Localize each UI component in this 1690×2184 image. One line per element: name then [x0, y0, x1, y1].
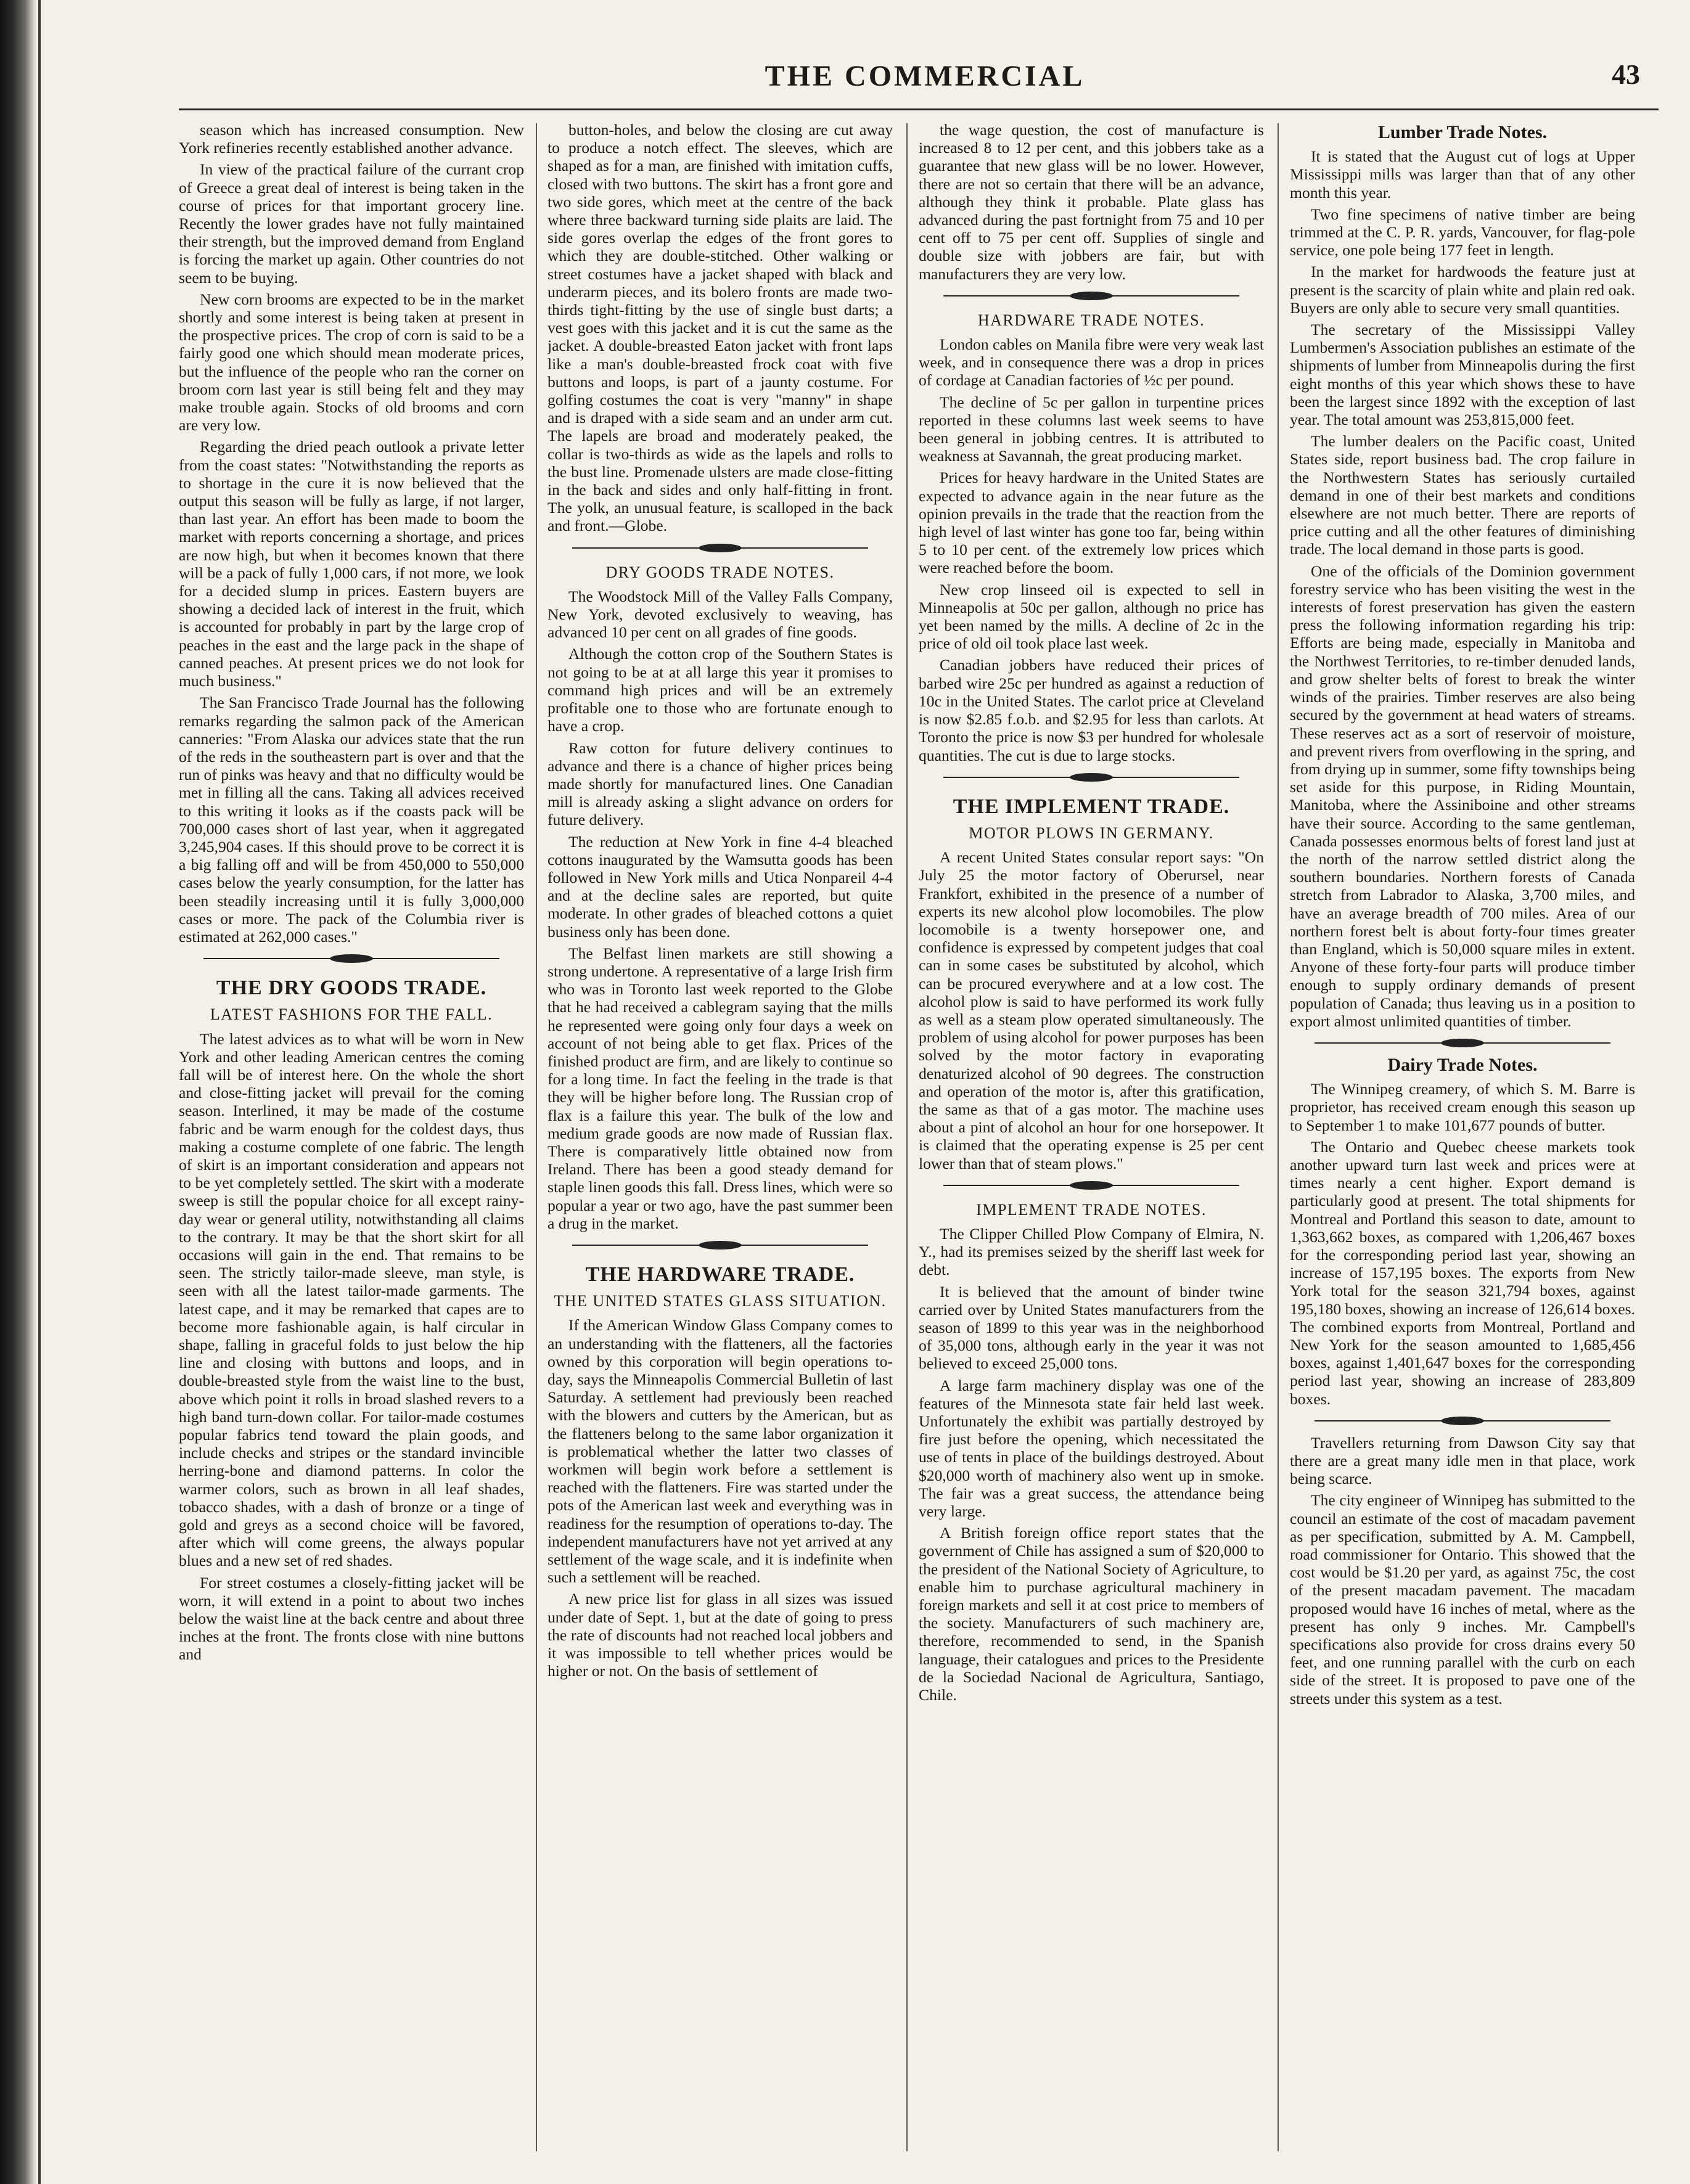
- section-heading: THE UNITED STATES GLASS SITUATION.: [554, 1292, 887, 1311]
- article-paragraph: The latest advices as to what will be worn in New York and other leading American centres the coming fall will be of interest here. On the whole the short and close-fitting jacket will prevail for the coming season. Interlined, it may be made of the costume fabric and be warm enough for the coldest days, thus making a costume complete of one fabric. The length of skirt is an important consideration and appears not to be yet completely settled. The skirt with a moderate sweep is still the popular choice for all except rainy-day wear or general utility, notwithstanding all claims to the contrary. It may be that the short skirt for all occasions will gain in the end. That remains to be seen. The strictly tailor-made sleeve, man style, is seen with all the latest tailor-made garments. The latest cape, and it may be remarked that capes are to become more fashionable again, is half circular in shape, falling in graceful folds to just below the hip line and closing with buttons and loops, and in double-breasted style from the waist line to the bust, above which point it rolls in broad slashed revers to a high band turn-down collar. For tailor-made costumes popular fabrics tend toward the plain goods, and include checks and stripes or the standard invincible herring-bone and diamond patterns. In color the warmer colors, such as brown in all leaf shades, tobacco shades, with a dash of bronze or a tinge of gold and greys as a second choice will be favored, after which will come greens, the always popular blues and a new set of red shades.: [179, 1029, 524, 1570]
- ornamental-divider: [1315, 1414, 1610, 1428]
- column-2: [548, 121, 893, 2155]
- ornamental-divider: [943, 1179, 1239, 1192]
- column-1: [179, 121, 524, 2155]
- section-heading: Dairy Trade Notes.: [1387, 1054, 1538, 1075]
- section-heading: Lumber Trade Notes.: [1377, 122, 1548, 142]
- section-heading: MOTOR PLOWS IN GERMANY.: [969, 824, 1214, 842]
- ornamental-divider: [943, 289, 1239, 303]
- ornamental-divider: [943, 771, 1239, 784]
- ornamental-divider: [203, 952, 499, 965]
- publication-title: THE COMMERCIAL: [765, 60, 1085, 92]
- article-paragraph: Prices for heavy hardware in the United States are expected to advance again in the near future as the opinion prevails in the trade that the reaction from the high level of last winter has gone too far, being within 5 to 10 per cent. of the extremely low prices which were reached before the boom.: [919, 468, 1264, 577]
- section-heading: THE DRY GOODS TRADE.: [216, 976, 487, 1000]
- article-paragraph: The city engineer of Winnipeg has submitted to the council an estimate of the cost of macadam pavement as per specification, submitted by A. M. Campbell, road commissioner for Ontario. This showed that the cost would be $1.20 per yard, as against 75c, the cost of the present macadam pavement. The macadam proposed would have 16 inches of metal, where as the present has only 9 inches. Mr. Campbell's specifications also provide for cross drains every 50 feet, and one running parallel with the curb on each side of the street. It is proposed to pave one of the streets under this system as a test.: [1290, 1491, 1635, 1708]
- article-paragraph: The secretary of the Mississippi Valley Lumbermen's Association publishes an estimate of the shipments of lumber from Minneapolis during the first eight months of this year which shows these to have been the largest since 1892 with the exception of last year. The total amount was 253,815,000 feet.: [1290, 321, 1635, 429]
- article-paragraph: Travellers returning from Dawson City say that there are a great many idle men in that place, work being scarce.: [1290, 1433, 1635, 1488]
- article-paragraph: season which has increased consumption. New York refineries recently established another advance.: [179, 121, 524, 157]
- section-heading: THE IMPLEMENT TRADE.: [953, 795, 1230, 818]
- section-heading: LATEST FASHIONS FOR THE FALL.: [210, 1005, 493, 1024]
- article-paragraph: The reduction at New York in fine 4-4 bleached cottons inaugurated by the Wamsutta goods has been followed in New York mills and Utica Nonpareil 4-4 and at the decline sales are reported, but quite moderate. In other grades of bleached cottons a quiet business only has been done.: [548, 832, 893, 941]
- column-rule: [906, 123, 908, 2151]
- article-paragraph: The Belfast linen markets are still showing a strong undertone. A representative of a large Irish firm who was in Toronto last week reported to the Globe that he had received a cablegram saying that the mills he represented were going only four days a week on account of not being able to get flax. Prices of the finished product are firm, and are likely to continue so for a long time. In fact the feeling in the trade is that they will be higher before long. The Russian crop of flax is a failure this year. The bulk of the low and medium grade goods are now made of Russian flax. There is comparatively little obtained now from Ireland. There has been a good steady demand for staple linen goods this fall. Dress lines, which were so popular a year or two ago, have the past summer been a drug in the market.: [548, 944, 893, 1232]
- article-paragraph: It is believed that the amount of binder twine carried over by United States manufacturers from the season of 1899 to this year was in the neighborhood of 35,000 tons, although early in the year it was not believed to exceed 25,000 tons.: [919, 1282, 1264, 1373]
- article-paragraph: If the American Window Glass Company comes to an understanding with the flatteners, all the factories owned by this corporation will begin operations to-day, says the Minneapolis Commercial Bulletin of last Saturday. A settlement had previously been reached with the blowers and cutters by the American, but as the flatteners belong to the same labor organization it is problematical whether the latter two classes of workmen will begin work before a settlement is reached with the flatteners. Fire was started under the pots of the American last week and everything was in readiness for the resumption of operations to-day. The independent manufacturers have not yet arrived at any settlement of the wage scale, and it is indefinite when such a settlement will be reached.: [548, 1316, 893, 1587]
- column-4: [1290, 121, 1635, 2155]
- column-rule: [1278, 123, 1279, 2151]
- header-rule: [179, 108, 1659, 110]
- section-heading: IMPLEMENT TRADE NOTES.: [976, 1200, 1207, 1219]
- article-paragraph: A British foreign office report states that the government of Chile has assigned a sum of $20,000 to the president of the National Society of Agriculture, to enable him to purchase agricultural machinery in foreign markets and sell it at cost price to members of the society. Manufacturers of such machinery are, therefore, recommended to send, in the Spanish language, their catalogues and prices to the Presidente de la Sociedad Nacional de Agricultura, Santiago, Chile.: [919, 1524, 1264, 1704]
- article-paragraph: A recent United States consular report says: "On July 25 the motor factory of Oberursel, near Frankfort, exhibited in the presence of a number of experts its new alcohol plow locomobiles. The plow locomobile is a twenty horsepower one, and confidence is expressed by competent judges that coal can in some cases be substituted by alcohol, which can be procured everywhere and at a low cost. The alcohol plow is said to have performed its work fully as well as a steam plow operated simultaneously. The problem of using alcohol for power purposes has been solved by the motor factory in evaporating denaturized alcohol of 90 degrees. The construction and operation of the motor is, after this gratification, the same as that of a gas motor. The machine uses about a pint of alcohol an hour for one horsepower. It is claimed that the operating expense is 25 per cent lower than that of steam plows.": [919, 848, 1264, 1172]
- article-paragraph: Two fine specimens of native timber are being trimmed at the C. P. R. yards, Vancouver, for flag-pole service, one pole being 177 feet in length.: [1290, 205, 1635, 260]
- article-paragraph: A new price list for glass in all sizes was issued under date of Sept. 1, but at the date of going to press the rate of discounts had not reached local jobbers and it was impossible to tell whether prices would be higher or not. On the basis of settlement of: [548, 1590, 893, 1680]
- article-paragraph: A large farm machinery display was one of the features of the Minnesota state fair held last week. Unfortunately the exhibit was partially destroyed by fire just before the opening, which necessitated the use of tents in place of the buildings destroyed. About $20,000 worth of machinery also went up in smoke. The fair was a great success, the attendance being very large.: [919, 1376, 1264, 1521]
- masthead: [185, 53, 1665, 108]
- article-paragraph: The lumber dealers on the Pacific coast, United States side, report business bad. The crop failure in the Northwestern States has seriously curtailed demand in one of their best markets and conditions elsewhere are not much better. There are reports of price cutting and all the other features of diminishing trade. The local demand in those parts is good.: [1290, 432, 1635, 558]
- article-paragraph: The San Francisco Trade Journal has the following remarks regarding the salmon pack of the American canneries: "From Alaska our advices state that the run of the reds in the southeastern part is over and that the run of pinks was heavy and that no difficulty would be met in filling all the cans. Taking all advices received to this writing it looks as if the coasts pack will be 700,000 cases short of last year, when it aggregated 3,245,904 cases. If this should prove to be correct it is a big falling off and will be from 450,000 to 550,000 cases below the yearly consumption, for the latter has been steadily increasing until it is fully 3,000,000 cases or more. The pack of the Columbia river is estimated at 262,000 cases.": [179, 693, 524, 946]
- column-3: [919, 121, 1264, 2155]
- article-paragraph: New corn brooms are expected to be in the market shortly and some interest is being taken at present in the prospective prices. The crop of corn is said to be a fairly good one which should mean moderate prices, but the influence of the people who ran the corner on broom corn last year is still being felt and they may make trouble again. Stocks of old brooms and corn are very low.: [179, 290, 524, 435]
- article-paragraph: London cables on Manila fibre were very weak last week, and in consequence there was a drop in prices of cordage at Canadian factories of ½c per pound.: [919, 335, 1264, 390]
- article-paragraph: For street costumes a closely-fitting jacket will be worn, it will extend in a point to about two inches below the waist line at the back centre and about three inches at the front. The fronts close with nine buttons and: [179, 1573, 524, 1664]
- article-paragraph: Raw cotton for future delivery continues to advance and there is a chance of higher prices being made shortly for manufactured lines. One Canadian mill is already asking a slight advance on orders for future delivery.: [548, 738, 893, 829]
- page-number: 43: [1612, 59, 1640, 90]
- article-paragraph: button-holes, and below the closing are cut away to produce a notch effect. The sleeves, which are shaped as for a man, are finished with imitation cuffs, closed with two buttons. The skirt has a front gore and two side gores, which meet at the centre of the back where three backward turning side plaits are laid. The side gores overlap the edges of the front gores to which they are double-stitched. Other walking or street costumes have a jacket shaped with black and underarm pieces, and its bolero fronts are made two-thirds tight-fitting by the use of single bust darts; a vest goes with this jacket and it is cut the same as the jacket. A double-breasted Eaton jacket with front laps like a man's double-breasted frock coat with five buttons and loops, is part of a jaunty costume. For golfing costumes the coat is very "manny" in shape and is draped with a side seam and an under arm cut. The lapels are broad and moderately peaked, the collar is two-thirds as wide as the lapels and rolls to the bust line. Promenade ulsters are made close-fitting in the back and sides and only half-fitting in front. The yolk, an unusual feature, is scalloped in the back and front.—Globe.: [548, 121, 893, 535]
- article-paragraph: The Winnipeg creamery, of which S. M. Barre is proprietor, has received cream enough this season up to September 1 to make 101,677 pounds of butter.: [1290, 1080, 1635, 1134]
- article-paragraph: In view of the practical failure of the currant crop of Greece a great deal of interest is being taken in the course of prices for that important grocery line. Recently the lower grades have not fully maintained their strength, but the improved demand from England is forcing the market up again. Other countries do not seem to be buying.: [179, 160, 524, 287]
- article-paragraph: The Woodstock Mill of the Valley Falls Company, New York, devoted exclusively to weaving, has advanced 10 per cent on all grades of fine goods.: [548, 587, 893, 642]
- ornamental-divider: [572, 541, 868, 555]
- article-paragraph: Canadian jobbers have reduced their prices of barbed wire 25c per hundred as against a reduction of 10c in the United States. The carlot price at Cleveland is now $2.85 f.o.b. and $2.95 for less than carlots. At Toronto the price is now $3 per hundred for wholesale quantities. The cut is due to large stocks.: [919, 656, 1264, 764]
- article-paragraph: Regarding the dried peach outlook a private letter from the coast states: "Notwithstanding the reports as to shortage in the cure it is now believed that the output this season will be fully as large, if not larger, than last year. An effort has been made to boom the market with reports concerning a shortage, and prices are now high, but when it becomes known that there will be a pack of fully 1,000 cars, if not more, we look for a decided slump in prices. Eastern buyers are showing a decided lack of interest in the fruit, which is accounted for probably in part by the large crop of peaches in the east and the large pack in the shape of canned peaches. At present prices we do not look for much business.": [179, 438, 524, 690]
- ornamental-divider: [1315, 1036, 1610, 1050]
- section-heading: DRY GOODS TRADE NOTES.: [605, 563, 835, 581]
- article-paragraph: the wage question, the cost of manufacture is increased 8 to 12 per cent, and this jobbers take as a guarantee that new glass will be no lower. However, there are not so certain that there will be an advance, although they think it probable. Plate glass has advanced during the past fortnight from 75 and 10 per cent off to 75 per cent off. Supplies of single and double size with jobbers are fair, but with manufacturers they are very low.: [919, 121, 1264, 283]
- article-paragraph: The Ontario and Quebec cheese markets took another upward turn last week and prices were at times nearly a cent higher. Export demand is particularly good at present. The total shipments for Montreal and Portland this season to date, amount to 1,363,662 boxes, as compared with 1,206,467 boxes for the corresponding period last year, showing an increase of 157,195 boxes. The exports from New York total for the season 321,794 boxes, against 195,180 boxes, showing an increase of 126,614 boxes. The combined exports from Montreal, Portland and New York for the season amounted to 1,685,456 boxes, against 1,401,647 boxes for the corresponding period last year, showing an increase of 283,809 boxes.: [1290, 1137, 1635, 1408]
- section-heading: THE HARDWARE TRADE.: [585, 1262, 855, 1286]
- article-paragraph: One of the officials of the Dominion government forestry service who has been visiting the west in the interests of forest preservation has given the eastern press the following information regarding his trip: Efforts are being made, especially in Manitoba and the Northwest Territories, to re-timber denuded lands, and grow shelter belts of forest to break the winter winds of the prairies. Timber reserves are also being secured by the government at head waters of streams. These reserves act as a sort of reservoir of moisture, and prevent rivers from overflowing in the spring, and from drying up in summer, some fifty townships being set aside for this purpose, in Riding Mountain, Manitoba, where the Assiniboine and other streams have their source. According to the same gentleman, Canada possesses enormous belts of forest land just at the north of the narrow settled district along the southern boundaries. Northern forests of Canada stretch from Labrador to Alaska, 3,700 miles, and have an average breadth of 700 miles. Area of our northern forest belt is about forty-four times greater than England, which is 50,000 square miles in extent. Anyone of these forty-four parts will produce timber enough to supply ordinary demands of present population of Canada; thus leaving us in a position to export almost unlimited quantities of timber.: [1290, 562, 1635, 1030]
- ornamental-divider: [572, 1238, 868, 1252]
- column-rule: [536, 123, 537, 2151]
- article-paragraph: New crop linseed oil is expected to sell in Minneapolis at 50c per gallon, although no price has yet been named by the mills. A decline of 2c in the price of old oil took place last week.: [919, 580, 1264, 653]
- article-paragraph: It is stated that the August cut of logs at Upper Mississippi mills was larger than that of any other month this year.: [1290, 147, 1635, 202]
- article-paragraph: In the market for hardwoods the feature just at present is the scarcity of plain white and plain red oak. Buyers are only able to secure very small quantities.: [1290, 263, 1635, 317]
- article-paragraph: The Clipper Chilled Plow Company of Elmira, N. Y., had its premises seized by the sheriff last week for debt.: [919, 1224, 1264, 1279]
- section-heading: HARDWARE TRADE NOTES.: [977, 311, 1205, 329]
- article-paragraph: The decline of 5c per gallon in turpentine prices reported in these columns last week seems to have been general in jobbing centres. It is attributed to weakness at Savannah, the great producing market.: [919, 393, 1264, 465]
- article-paragraph: Although the cotton crop of the Southern States is not going to be at at all large this year it promises to command high prices and will be an extremely profitable one to those who are fortunate enough to have a crop.: [548, 645, 893, 735]
- binding-edge: [0, 0, 36, 2184]
